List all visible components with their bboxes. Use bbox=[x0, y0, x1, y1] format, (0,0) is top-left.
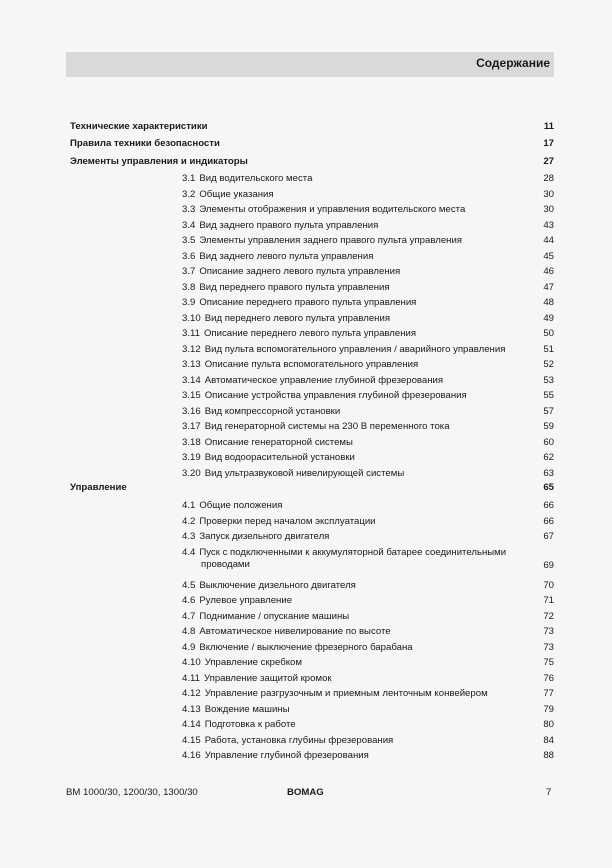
toc-section-entry bbox=[182, 234, 554, 248]
toc-section-number: 3.9 bbox=[182, 297, 196, 308]
toc-section-entry bbox=[182, 530, 554, 544]
toc-section-page: 76 bbox=[543, 672, 554, 684]
toc-section-title: Выключение дизельного двигателя bbox=[199, 579, 356, 591]
page-title: Содержание bbox=[476, 56, 550, 70]
toc-section-entry bbox=[182, 625, 554, 639]
toc-chapter-title: Технические характеристики bbox=[70, 121, 208, 132]
toc-section-page: 47 bbox=[543, 281, 554, 293]
toc-section-entry bbox=[182, 203, 554, 217]
toc-section-title: Вид пульта вспомогательного управления / аварийного управления bbox=[204, 343, 506, 355]
toc-section-title: Вид переднего левого пульта управления bbox=[204, 312, 391, 324]
toc-section-page: 46 bbox=[543, 266, 554, 277]
toc-section-title: Поднимание / опускание машины bbox=[199, 610, 350, 622]
toc-section-number: 3.17 bbox=[182, 421, 201, 432]
toc-section-title: Элементы отображения и управления водительского места bbox=[199, 204, 466, 215]
toc-section-number: 3.11 bbox=[182, 328, 200, 339]
toc-section-page: 60 bbox=[543, 436, 554, 448]
toc-section-page: 28 bbox=[543, 173, 554, 184]
toc-section-entry bbox=[182, 172, 554, 186]
toc-section-title: Проверки перед началом эксплуатации bbox=[199, 515, 376, 527]
toc-chapter-page: 27 bbox=[543, 156, 554, 167]
toc-section-title: Описание переднего правого пульта управления bbox=[199, 297, 417, 308]
toc-chapter-title: Управление bbox=[70, 482, 127, 493]
toc-section-number: 3.4 bbox=[182, 219, 196, 231]
toc-section-number: 4.4 bbox=[182, 546, 196, 558]
toc-section-number: 4.1 bbox=[182, 500, 196, 511]
footer-model: BM 1000/30, 1200/30, 1300/30 bbox=[66, 787, 198, 798]
toc-section-title: Вид заднего левого пульта управления bbox=[199, 250, 374, 262]
footer-page-number: 7 bbox=[546, 787, 552, 798]
toc-section-entry bbox=[182, 499, 554, 513]
toc-section-number: 3.15 bbox=[182, 390, 201, 401]
toc-section-title: Управление защитой кромок bbox=[203, 672, 332, 684]
toc-section-title: Вид водоорасительной установки bbox=[204, 452, 355, 463]
toc-section-page: 67 bbox=[543, 531, 554, 542]
toc-section-entry bbox=[182, 312, 554, 326]
toc-section-entry bbox=[182, 546, 554, 574]
header-bar bbox=[66, 52, 554, 77]
toc-section-number: 3.20 bbox=[182, 467, 201, 479]
toc-section-entry bbox=[182, 579, 554, 593]
toc-chapter-title: Правила техники безопасности bbox=[70, 138, 220, 149]
toc-section-page: 50 bbox=[543, 328, 554, 339]
toc-section-title: Элементы управления заднего правого пульта управления bbox=[199, 235, 463, 246]
toc-section-page: 80 bbox=[543, 719, 554, 730]
toc-section-number: 3.14 bbox=[182, 374, 201, 386]
toc-section-entry bbox=[182, 703, 554, 717]
toc-section-title: Включение / выключение фрезерного барабана bbox=[199, 641, 413, 653]
toc-section-title: Описание заднего левого пульта управления bbox=[199, 266, 401, 277]
toc-section-entry bbox=[182, 420, 554, 434]
toc-section-page: 44 bbox=[543, 235, 554, 246]
toc-section-title: Рулевое управление bbox=[199, 595, 293, 606]
toc-section-number: 3.13 bbox=[182, 359, 201, 370]
toc-section-title: Вид заднего правого пульта управления bbox=[199, 219, 379, 231]
toc-section-title: Запуск дизельного двигателя bbox=[199, 531, 330, 542]
toc-section-page: 51 bbox=[543, 343, 554, 355]
toc-section-page: 79 bbox=[543, 703, 554, 715]
toc-section-entry bbox=[182, 610, 554, 624]
toc-section-page: 52 bbox=[543, 359, 554, 370]
toc-section-entry bbox=[182, 281, 554, 295]
toc-section-title: Вид переднего правого пульта управления bbox=[199, 281, 390, 293]
toc-section-title: Описание устройства управления глубиной фрезерования bbox=[204, 390, 467, 401]
toc-section-entry bbox=[182, 515, 554, 529]
toc-section-number: 4.2 bbox=[182, 515, 196, 527]
toc-section-title: Автоматическое нивелирование по высоте bbox=[199, 626, 391, 637]
toc-section-page: 73 bbox=[543, 626, 554, 637]
toc-section-number: 4.12 bbox=[182, 688, 201, 699]
toc-section-page: 73 bbox=[543, 641, 554, 653]
toc-section-number: 4.11 bbox=[182, 672, 200, 684]
toc-section-entry bbox=[182, 467, 554, 481]
toc-section-title: Описание переднего левого пульта управления bbox=[203, 328, 417, 339]
toc-section-page: 88 bbox=[543, 750, 554, 761]
toc-section-entry bbox=[182, 749, 554, 763]
toc-section-number: 3.19 bbox=[182, 452, 201, 463]
toc-section-page: 66 bbox=[543, 500, 554, 511]
toc-chapter-entry bbox=[70, 481, 554, 495]
toc-section-page: 84 bbox=[543, 734, 554, 746]
toc-section-page: 43 bbox=[543, 219, 554, 231]
toc-section-page: 62 bbox=[543, 452, 554, 463]
toc-section-title: Вид компрессорной установки bbox=[204, 405, 341, 417]
toc-section-entry bbox=[182, 250, 554, 264]
toc-section-entry bbox=[182, 718, 554, 732]
toc-section-title: Описание пульта вспомогательного управления bbox=[204, 359, 419, 370]
toc-section-entry bbox=[182, 734, 554, 748]
toc-section-title: Управление разгрузочным и приемным ленточным конвейером bbox=[204, 688, 488, 699]
toc-section-entry bbox=[182, 188, 554, 202]
toc-section-entry bbox=[182, 672, 554, 686]
toc-section-entry bbox=[182, 641, 554, 655]
toc-section-number: 4.3 bbox=[182, 531, 196, 542]
toc-section-number: 3.3 bbox=[182, 204, 196, 215]
toc-section-number: 4.14 bbox=[182, 719, 201, 730]
toc-section-entry bbox=[182, 389, 554, 403]
toc-section-title: Автоматическое управление глубиной фрезерования bbox=[204, 374, 444, 386]
toc-section-entry bbox=[182, 436, 554, 450]
toc-section-title: Вождение машины bbox=[204, 703, 290, 715]
toc-section-entry bbox=[182, 343, 554, 357]
toc-section-title: Вид генераторной системы на 230 В переменного тока bbox=[204, 421, 450, 432]
toc-chapter-page: 17 bbox=[543, 138, 554, 149]
toc-section-number: 4.13 bbox=[182, 703, 201, 715]
toc-section-number: 3.18 bbox=[182, 436, 201, 448]
toc-section-title: Общие указания bbox=[199, 188, 274, 200]
toc-section-number: 3.12 bbox=[182, 343, 201, 355]
toc-section-number: 3.1 bbox=[182, 173, 196, 184]
toc-section-page: 53 bbox=[543, 374, 554, 386]
toc-chapter-title: Элементы управления и индикаторы bbox=[70, 156, 248, 167]
toc-section-page: 57 bbox=[543, 405, 554, 417]
toc-section-page: 63 bbox=[543, 467, 554, 479]
toc-section-number: 4.8 bbox=[182, 626, 196, 637]
toc-section-title-continued: проводами bbox=[201, 558, 250, 570]
toc-section-number: 4.7 bbox=[182, 610, 196, 622]
toc-section-number: 4.16 bbox=[182, 750, 201, 761]
toc-section-page: 45 bbox=[543, 250, 554, 262]
toc-section-entry bbox=[182, 219, 554, 233]
toc-section-number: 3.5 bbox=[182, 235, 196, 246]
toc-section-number: 4.6 bbox=[182, 595, 196, 606]
toc-section-number: 3.6 bbox=[182, 250, 196, 262]
toc-section-page: 69 bbox=[543, 559, 554, 571]
toc-section-entry bbox=[182, 594, 554, 608]
toc-chapter-entry bbox=[70, 155, 554, 169]
toc-section-title: Вид ультразвуковой нивелирующей системы bbox=[204, 467, 405, 479]
toc-section-number: 4.5 bbox=[182, 579, 196, 591]
toc-section-entry bbox=[182, 451, 554, 465]
toc-section-title: Пуск с подключенными к аккумуляторной батарее соединительными bbox=[199, 546, 507, 558]
toc-section-page: 59 bbox=[543, 421, 554, 432]
toc-section-entry bbox=[182, 265, 554, 279]
footer-brand: BOMAG bbox=[287, 787, 324, 798]
toc-section-title: Описание генераторной системы bbox=[204, 436, 353, 448]
toc-section-entry bbox=[182, 405, 554, 419]
toc-section-entry bbox=[182, 296, 554, 310]
toc-section-page: 48 bbox=[543, 297, 554, 308]
toc-section-page: 70 bbox=[543, 579, 554, 591]
toc-section-page: 30 bbox=[543, 188, 554, 200]
toc-chapter-page: 65 bbox=[543, 482, 554, 493]
toc-section-page: 77 bbox=[543, 688, 554, 699]
toc-chapter-entry bbox=[70, 137, 554, 151]
toc-section-entry bbox=[182, 358, 554, 372]
toc-section-page: 75 bbox=[543, 657, 554, 668]
toc-section-page: 55 bbox=[543, 390, 554, 401]
toc-section-page: 30 bbox=[543, 204, 554, 215]
toc-section-page: 49 bbox=[543, 312, 554, 324]
toc-section-entry bbox=[182, 687, 554, 701]
toc-section-entry bbox=[182, 374, 554, 388]
toc-section-number: 4.10 bbox=[182, 657, 201, 668]
toc-section-page: 71 bbox=[543, 595, 554, 606]
toc-section-entry bbox=[182, 327, 554, 341]
toc-section-title: Управление скребком bbox=[204, 657, 302, 668]
toc-section-title: Управление глубиной фрезерования bbox=[204, 750, 369, 761]
toc-section-number: 4.15 bbox=[182, 734, 201, 746]
toc-section-page: 66 bbox=[543, 515, 554, 527]
toc-section-page: 72 bbox=[543, 610, 554, 622]
toc-section-title: Общие положения bbox=[199, 500, 283, 511]
toc-section-title: Работа, установка глубины фрезерования bbox=[204, 734, 394, 746]
toc-section-number: 3.16 bbox=[182, 405, 201, 417]
toc-section-entry bbox=[182, 656, 554, 670]
toc-chapter-page: 11 bbox=[543, 121, 554, 132]
toc-section-number: 3.7 bbox=[182, 266, 196, 277]
toc-chapter-entry bbox=[70, 120, 554, 134]
toc-section-number: 4.9 bbox=[182, 641, 196, 653]
toc-section-number: 3.8 bbox=[182, 281, 196, 293]
toc-section-number: 3.2 bbox=[182, 188, 196, 200]
toc-section-number: 3.10 bbox=[182, 312, 201, 324]
toc-section-title: Вид водительского места bbox=[199, 173, 313, 184]
toc-section-title: Подготовка к работе bbox=[204, 719, 296, 730]
